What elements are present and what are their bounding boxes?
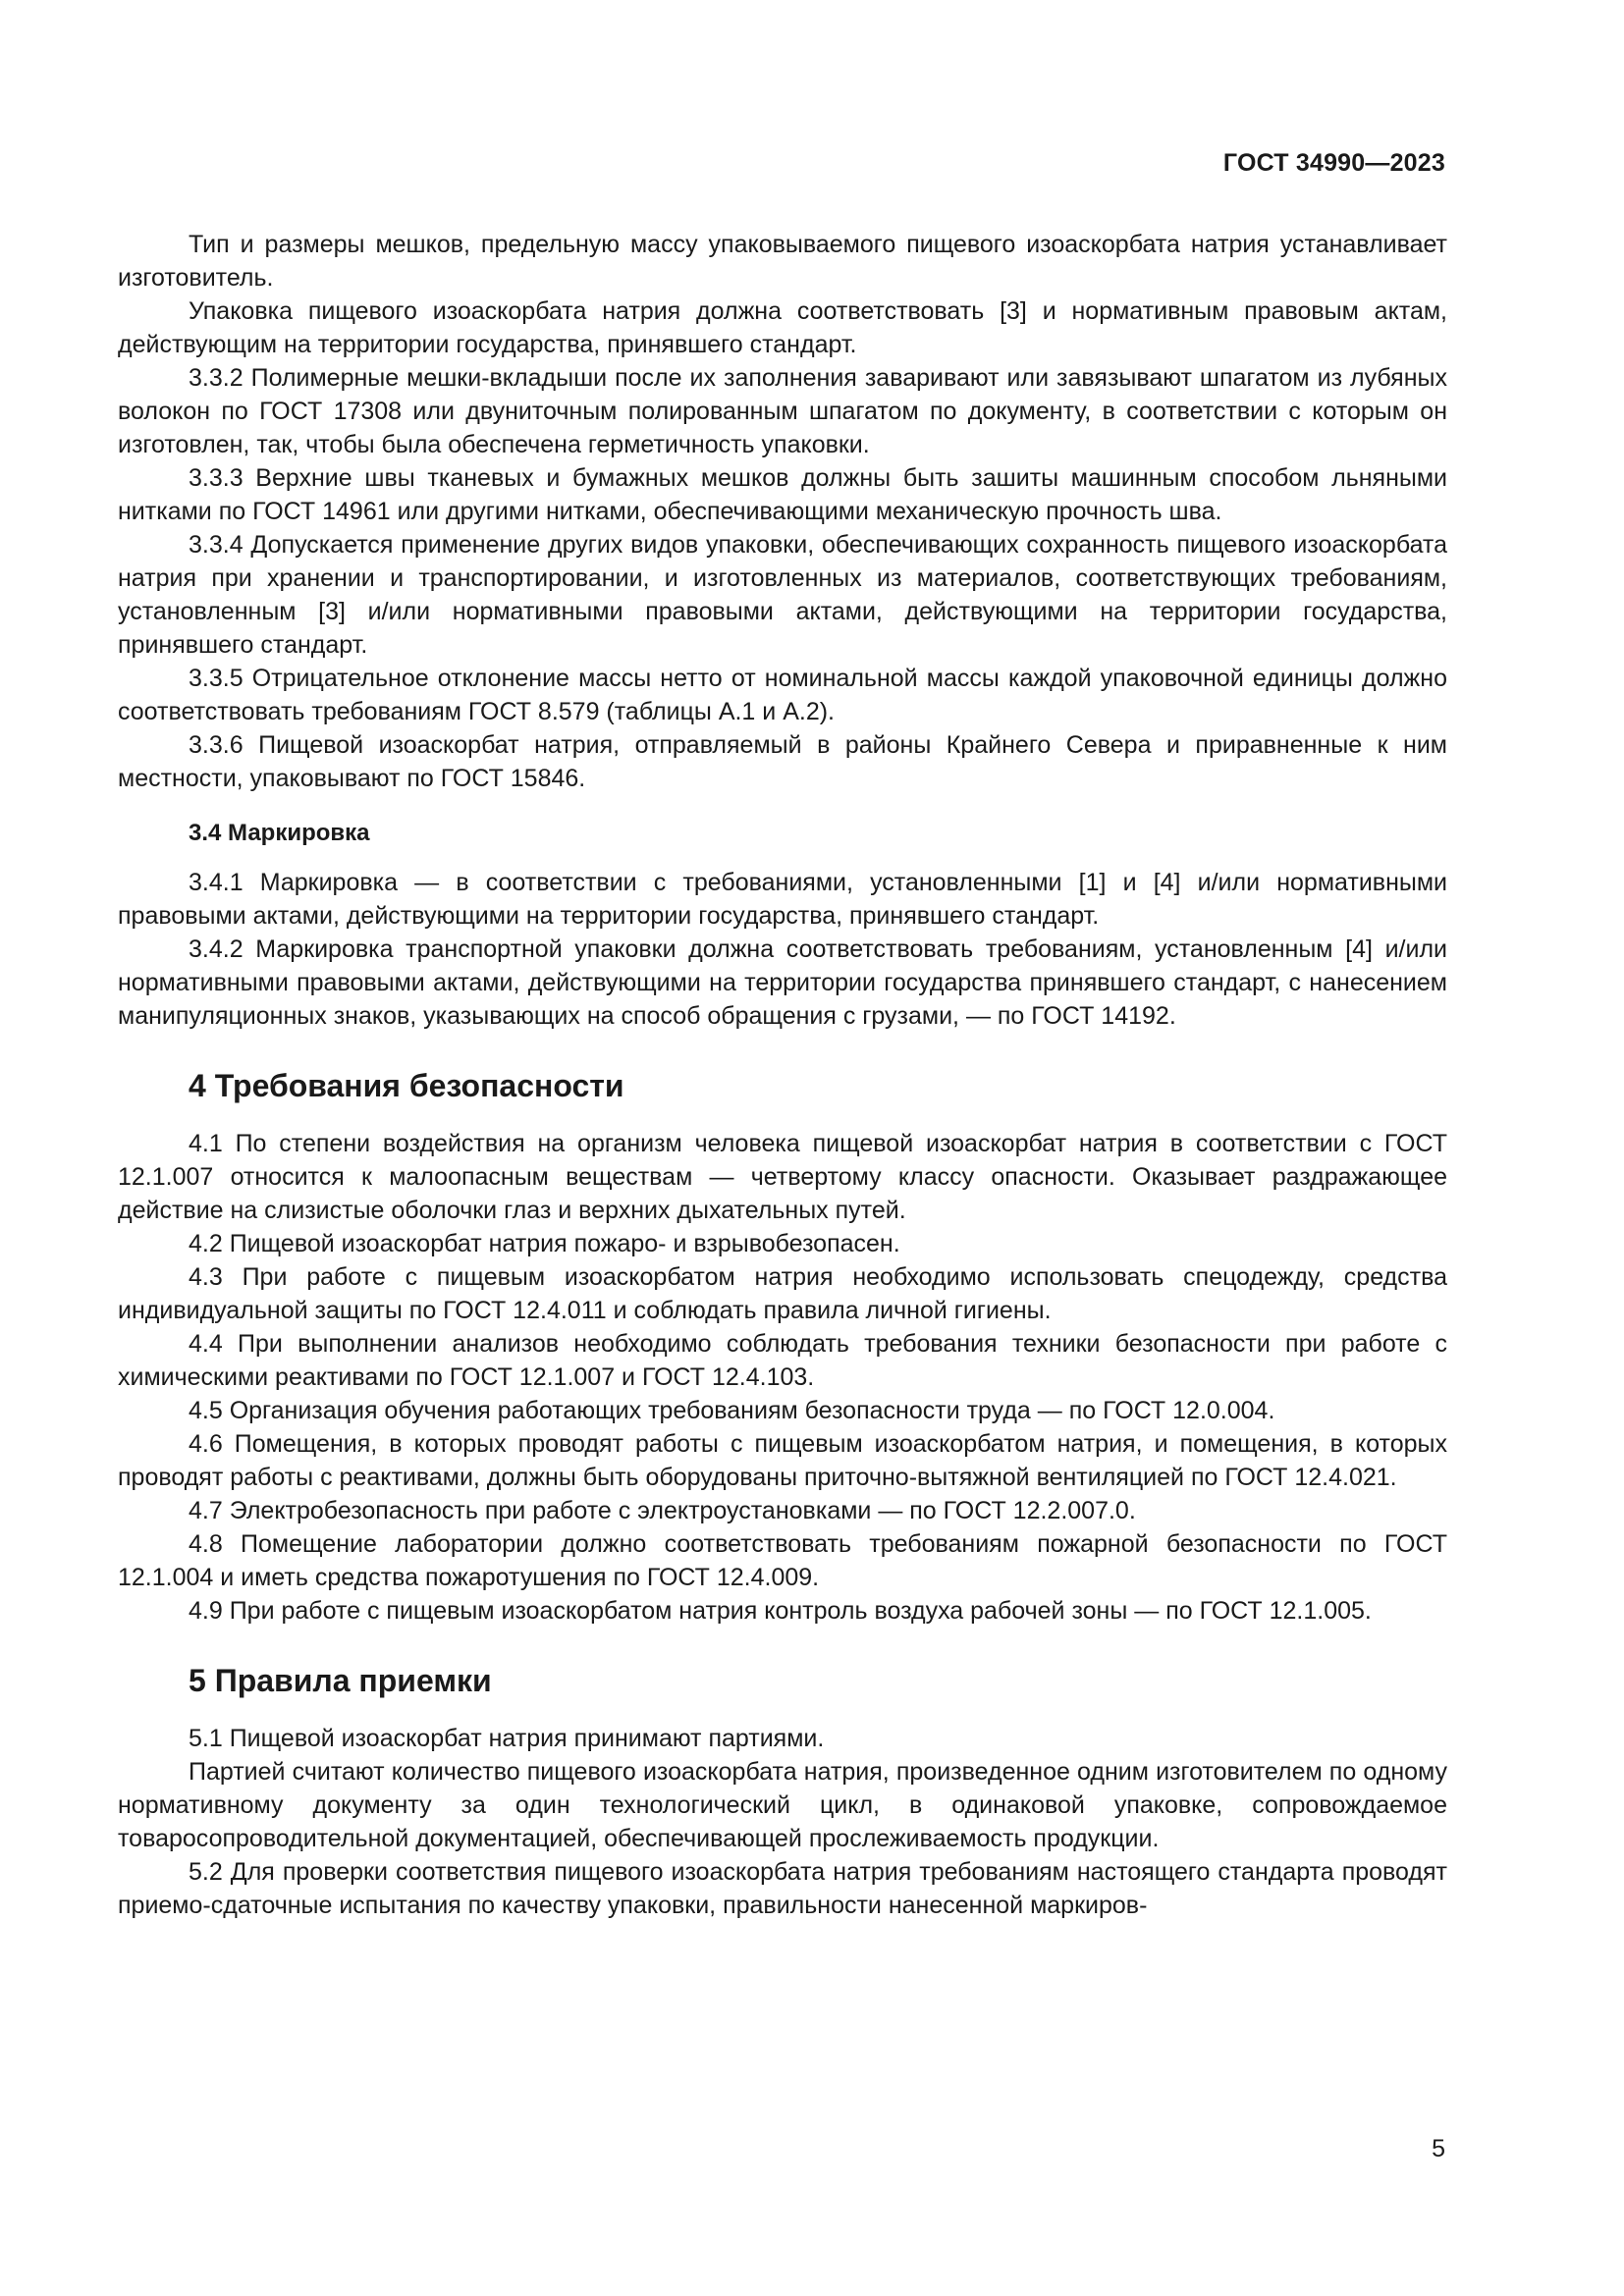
- page-number: 5: [1432, 2135, 1445, 2163]
- section-heading-safety: 4 Требования безопасности: [189, 1068, 624, 1103]
- paragraph: 4.1 По степени воздействия на организм человека пищевой изоаскорбат натрия в соответствии с ГОСТ 12.1.007 относится к малоопасным веществам — четвертому классу опасности. Оказывает раздражающее действие на слизистые оболочки глаз и верхних дыхательных путей.: [118, 1130, 1447, 1224]
- paragraph: 5.1 Пищевой изоаскорбат натрия принимают партиями.: [189, 1725, 825, 1752]
- section-heading-acceptance: 5 Правила приемки: [189, 1663, 492, 1698]
- paragraph: 3.3.4 Допускается применение других видов упаковки, обеспечивающих сохранность пищевого изоаскорбата натрия при хранении и транспортировании, и изготовленных из материалов, соответствующих требованиям, установленным [3] и/или нормативными правовыми актами, действующими на территории государства, принявшего стандарт.: [118, 531, 1447, 659]
- paragraph: Партией считают количество пищевого изоаскорбата натрия, произведенное одним изготовителем по одному нормативному документу за один технологический цикл, в одинаковой упаковке, сопровождаемое товаросопроводительной документацией, обеспечивающей прослеживаемость продукции.: [118, 1758, 1447, 1852]
- standard-designation: ГОСТ 34990—2023: [1222, 149, 1445, 177]
- paragraph: 3.4.1 Маркировка — в соответствии с требованиями, установленными [1] и [4] и/или нормативными правовыми актами, действующими на территории государства, принявшего стандарт.: [118, 869, 1447, 930]
- paragraph: Тип и размеры мешков, предельную массу упаковываемого пищевого изоаскорбата натрия устанавливает изготовитель.: [118, 231, 1447, 292]
- paragraph: 3.4.2 Маркировка транспортной упаковки должна соответствовать требованиям, установленным [4] и/или нормативными правовыми актами, действующими на территории государства принявшего стандарт, с нанесением манипуляционных знаков, указывающих на способ обращения с грузами, — по ГОСТ 14192.: [118, 935, 1447, 1030]
- paragraph: 4.9 При работе с пищевым изоаскорбатом натрия контроль воздуха рабочей зоны — по ГОСТ 12.1.005.: [189, 1597, 1372, 1625]
- paragraph: 4.8 Помещение лаборатории должно соответствовать требованиям пожарной безопасности по ГОСТ 12.1.004 и иметь средства пожаротушения по ГОСТ 12.4.009.: [118, 1530, 1447, 1591]
- paragraph: 4.6 Помещения, в которых проводят работы с пищевым изоаскорбатом натрия, и помещения, в которых проводят работы с реактивами, должны быть оборудованы приточно-вытяжной вентиляцией по ГОСТ 12.4.021.: [118, 1430, 1447, 1491]
- paragraph: 4.4 При выполнении анализов необходимо соблюдать требования техники безопасности при работе с химическими реактивами по ГОСТ 12.1.007 и ГОСТ 12.4.103.: [118, 1330, 1447, 1391]
- paragraph: 3.3.5 Отрицательное отклонение массы нетто от номинальной массы каждой упаковочной единицы должно соответствовать требованиям ГОСТ 8.579 (таблицы А.1 и А.2).: [118, 665, 1447, 725]
- paragraph: 4.7 Электробезопасность при работе с электроустановками — по ГОСТ 12.2.007.0.: [189, 1497, 1136, 1524]
- page-content: [118, 228, 1447, 1922]
- paragraph: Упаковка пищевого изоаскорбата натрия должна соответствовать [3] и нормативным правовым актам, действующим на территории государства, принявшего стандарт.: [118, 297, 1447, 358]
- paragraph: 4.3 При работе с пищевым изоаскорбатом натрия необходимо использовать спецодежду, средства индивидуальной защиты по ГОСТ 12.4.011 и соблюдать правила личной гигиены.: [118, 1263, 1447, 1324]
- subsection-heading-marking: 3.4 Маркировка: [189, 820, 370, 846]
- paragraph: 3.3.3 Верхние швы тканевых и бумажных мешков должны быть зашиты машинным способом льняными нитками по ГОСТ 14961 или другими нитками, обеспечивающими механическую прочность шва.: [118, 464, 1447, 525]
- paragraph: 4.2 Пищевой изоаскорбат натрия пожаро- и взрывобезопасен.: [189, 1230, 900, 1257]
- paragraph: 4.5 Организация обучения работающих требованиям безопасности труда — по ГОСТ 12.0.004.: [189, 1397, 1275, 1424]
- paragraph: 3.3.6 Пищевой изоаскорбат натрия, отправляемый в районы Крайнего Севера и приравненные к ним местности, упаковывают по ГОСТ 15846.: [118, 731, 1447, 792]
- paragraph: 3.3.2 Полимерные мешки-вкладыши после их заполнения заваривают или завязывают шпагатом из лубяных волокон по ГОСТ 17308 или двуниточным полированным шпагатом по документу, в соответствии с которым он изготовлен, так, чтобы была обеспечена герметичность упаковки.: [118, 364, 1447, 458]
- paragraph: 5.2 Для проверки соответствия пищевого изоаскорбата натрия требованиям настоящего стандарта проводят приемо-сдаточные испытания по качеству упаковки, правильности нанесенной маркиров-: [118, 1858, 1447, 1919]
